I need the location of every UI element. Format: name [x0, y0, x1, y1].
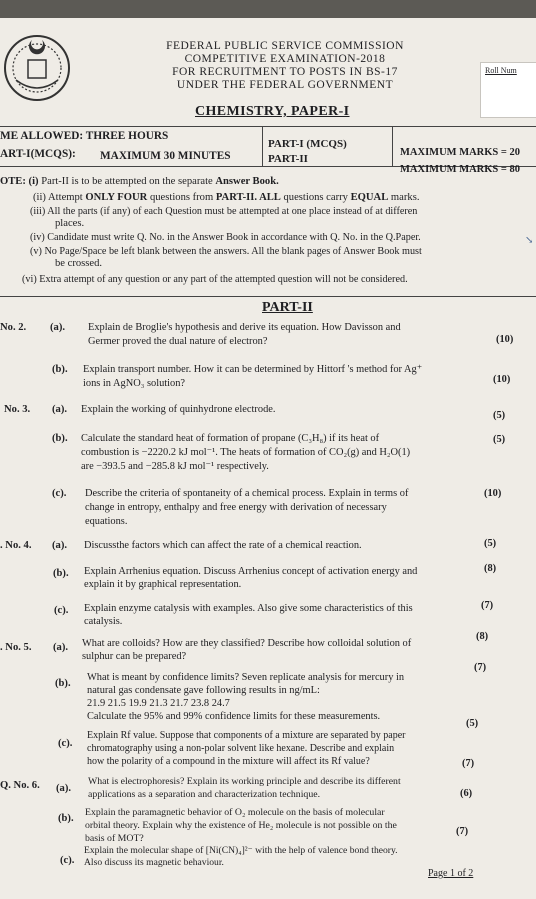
q6b-line3: basis of MOT?: [85, 833, 144, 844]
iv-num: (iv): [30, 232, 45, 243]
v-a: No Page/Space be left blank between the answers. All the blank pages of Answer Book must: [44, 246, 422, 257]
instruction-iv: [30, 232, 421, 244]
instruction-i-bold: Answer Book.: [215, 176, 279, 187]
part2-title: PART-II: [262, 300, 313, 315]
header-line-commission: FEDERAL PUBLIC SERVICE COMMISSION: [166, 40, 404, 52]
q5b-marks: (7): [474, 662, 487, 673]
iv-a: Candidate must write Q. No. in the Answer Book in accordance with Q. No. in the Q.Paper.: [47, 232, 421, 243]
instruction-v-cont: be crossed.: [55, 258, 103, 269]
ii-d: PART-II. ALL: [215, 192, 281, 203]
instructions-divider: [0, 296, 536, 297]
question-6-number: Q. No. 6.: [0, 780, 40, 791]
iii-num: (iii): [30, 206, 46, 217]
table-line-top: [0, 126, 536, 127]
instruction-iii-cont: places.: [55, 218, 85, 229]
q2b-marks: (10): [493, 374, 511, 385]
note-prefix: OTE: (i): [0, 176, 39, 187]
q6b-line2: orbital theory. Explain why the existence of He₂ molecule is not possible on the: [85, 820, 397, 831]
instruction-i: [0, 176, 279, 188]
q6b-label: (b).: [58, 813, 74, 824]
q2a-label: (a).: [50, 322, 66, 333]
question-3-number: No. 3.: [4, 404, 31, 415]
instruction-vi: [22, 274, 408, 286]
table-divider-1: [262, 126, 263, 166]
q4a-line1: Discussthe factors which can affect the rate of a chemical reaction.: [84, 540, 362, 551]
q3b-line3: are −393.5 and −285.8 kJ mol⁻¹ respectively.: [81, 461, 269, 472]
q2b-line2: ions in AgNO₃ solution?: [83, 378, 186, 389]
q3c-marks: (10): [484, 488, 502, 499]
question-4-number: . No. 4.: [0, 540, 32, 551]
q5a-label: (a).: [53, 642, 69, 653]
q4c-label: (c).: [54, 605, 69, 616]
ii-g: marks.: [388, 192, 420, 203]
header-line-government: UNDER THE FEDERAL GOVERNMENT: [176, 79, 394, 91]
header-line-recruitment: FOR RECRUITMENT TO POSTS IN BS-17: [172, 66, 398, 78]
instruction-v: [30, 246, 422, 258]
q6a-line1: What is electrophoresis? Explain its working principle and describe its different: [88, 776, 401, 787]
q3b-line1: Calculate the standard heat of formation of propane (C₃H₈) if its heat of: [81, 433, 380, 444]
q3b-marks: (5): [493, 434, 506, 445]
part1-time-label: ART-I(MCQS):: [0, 148, 76, 160]
max-marks-part1: MAXIMUM MARKS = 20: [400, 147, 521, 158]
q6c-label: (c).: [60, 855, 75, 866]
q4b-label: (b).: [53, 568, 69, 579]
q6c-line2: Also discuss its magnetic behaviour.: [84, 857, 224, 868]
q5a-marks: (8): [476, 631, 489, 642]
q3a-marks: (5): [493, 410, 506, 421]
instruction-ii: [33, 192, 419, 204]
ii-e: questions carry: [280, 192, 351, 203]
q2a-line2: Germer proved the dual nature of electron?: [88, 336, 268, 347]
q2b-label: (b).: [52, 364, 68, 375]
q5c-marks: (5): [466, 718, 479, 729]
ii-c: questions from: [147, 192, 216, 203]
ii-a: Attempt: [48, 192, 86, 203]
instruction-i-text: Part-II is to be attempted on the separate: [41, 176, 216, 187]
q5b-line3: 21.9 21.5 19.9 21.3 21.7 23.8 24.7: [87, 698, 230, 709]
q5b-label: (b).: [55, 678, 71, 689]
iii-a: All the parts (if any) of each Question must be attempted at one place instead of at differen: [47, 206, 418, 217]
part1-label: PART-I (MCQS): [268, 138, 347, 150]
q3c-line2: change in entropy, enthalpy and free energy with derivation of necessary: [85, 502, 387, 513]
max-marks-part2: MAXIMUM MARKS = 80: [400, 164, 521, 175]
paper-title: CHEMISTRY, PAPER-I: [195, 104, 350, 119]
ii-num: (ii): [33, 192, 46, 203]
q6a-label: (a).: [56, 783, 72, 794]
exam-header: [140, 40, 430, 92]
table-divider-2: [392, 126, 393, 166]
q4a-marks: (5): [484, 538, 497, 549]
instruction-iii: [30, 206, 417, 218]
q5c-line1: Explain Rf value. Suppose that components of a mixture are separated by paper: [87, 730, 406, 741]
q4c-line2: catalysis.: [84, 616, 123, 627]
vi-a: Extra attempt of any question or any part of the attempted question will not be considered.: [39, 274, 408, 285]
q4b-line2: explain it by graphical representation.: [84, 579, 242, 590]
q6a-marks: (7): [462, 758, 475, 769]
q5b-line4: Calculate the 95% and 99% confidence limits for these measurements.: [87, 711, 381, 722]
q5b-line1: What is meant by confidence limits? Seven replicate analysis for mercury in: [87, 672, 405, 683]
q5c-line3: how the polarity of a compound in the mixture will affect its Rf value?: [87, 756, 370, 767]
q6c-line1: Explain the molecular shape of [Ni(CN)₄]²⁻ with the help of valence bond theory.: [84, 845, 398, 856]
q4b-line1: Explain Arrhenius equation. Discuss Arrhenius concept of activation energy and: [84, 566, 418, 577]
ii-b: ONLY FOUR: [85, 192, 148, 203]
q5c-label: (c).: [58, 738, 73, 749]
q3a-line1: Explain the working of quinhydrone electrode.: [81, 404, 276, 415]
question-5-number: . No. 5.: [0, 642, 32, 653]
q4a-label: (a).: [52, 540, 68, 551]
q6b-line1: Explain the paramagnetic behavior of O₂ molecule on the basis of molecular: [85, 807, 385, 818]
q5c-line2: chromatography using a non-polar solvent like hexane. Describe and explain: [87, 743, 395, 754]
q5a-line2: sulphur can be prepared?: [82, 651, 187, 662]
q3a-label: (a).: [52, 404, 68, 415]
question-2-number: No. 2.: [0, 322, 27, 333]
vi-num: (vi): [22, 274, 37, 285]
part2-label: PART-II: [268, 153, 308, 165]
header-line-exam: COMPETITIVE EXAMINATION-2018: [184, 53, 386, 65]
q5a-line1: What are colloids? How are they classified? Describe how colloidal solution of: [82, 638, 412, 649]
q6b-marks: (6): [460, 788, 473, 799]
part1-time-value: MAXIMUM 30 MINUTES: [100, 150, 231, 162]
ii-f: EQUAL: [350, 192, 389, 203]
q3c-line1: Describe the criteria of spontaneity of a chemical process. Explain in terms of: [85, 488, 409, 499]
fpsc-seal-logo-icon: [2, 30, 72, 102]
q4b-marks: (8): [484, 563, 497, 574]
q6c-marks: (7): [456, 826, 469, 837]
q3b-line2: combustion is −2220.2 kJ mol⁻¹. The heats of formation of CO₂(g) and H₂O(1): [81, 447, 411, 458]
v-num: (v): [30, 246, 42, 257]
q2a-line1: Explain de Broglie's hypothesis and derive its equation. How Davisson and: [88, 322, 401, 333]
q3c-label: (c).: [52, 488, 67, 499]
page-number: Page 1 of 2: [428, 868, 474, 879]
roll-number-label: Roll Num: [485, 66, 517, 75]
q6a-line2: applications as a separation and characterization technique.: [88, 789, 321, 800]
time-allowed: ME ALLOWED: THREE HOURS: [0, 130, 169, 142]
q2b-line1: Explain transport number. How it can be determined by Hittorf 's method for Ag⁺: [83, 364, 423, 375]
q4c-marks: (7): [481, 600, 494, 611]
q2a-marks: (10): [496, 334, 514, 345]
q4c-line1: Explain enzyme catalysis with examples. Also give some characteristics of this: [84, 603, 413, 614]
q5b-line2: natural gas condensate gave following results in ng/mL:: [87, 685, 320, 696]
clip-mark-icon: ↘: [525, 235, 534, 246]
q3c-line3: equations.: [85, 516, 128, 527]
q3b-label: (b).: [52, 433, 68, 444]
